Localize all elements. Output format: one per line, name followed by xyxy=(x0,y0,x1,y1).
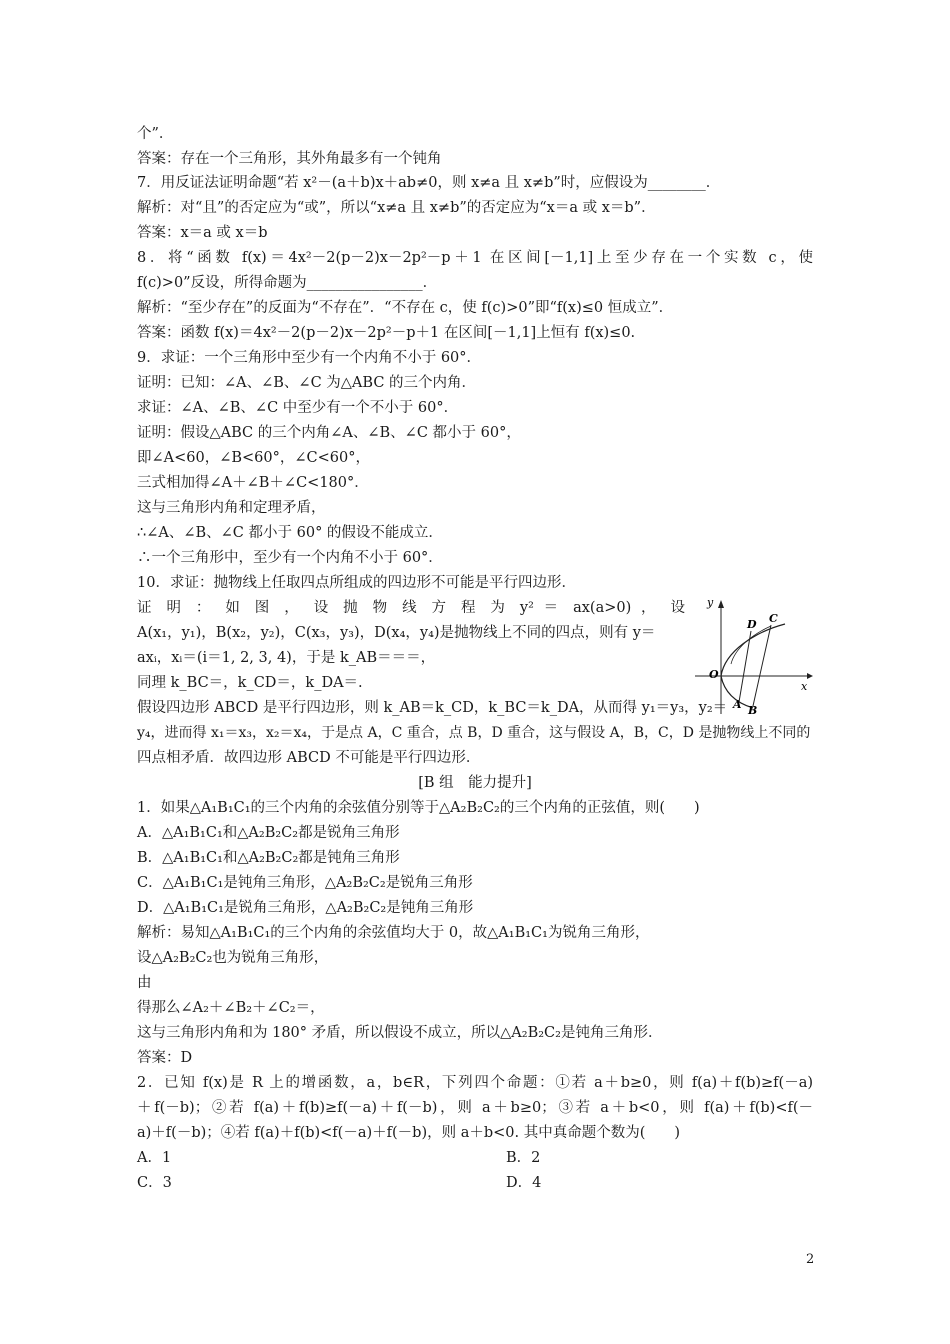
option-d: D．4 xyxy=(506,1175,542,1191)
text-line: C．△A₁B₁C₁是钝角三角形，△A₂B₂C₂是锐角三角形 xyxy=(137,875,473,891)
point-a-label: A xyxy=(733,698,742,711)
text-line: 证 明 ： 如 图 ， 设 抛 物 线 方 程 为 y² ＝ ax(a>0) ， 设 xyxy=(137,600,685,616)
text-line: 求证：∠A、∠B、∠C 中至少有一个不小于 60°． xyxy=(137,400,459,416)
text-line: 解析：对“且”的否定应为“或”，所以“x≠a 且 x≠b”的否定应为“x＝a 或 x＝b”． xyxy=(137,200,656,216)
origin-label: O xyxy=(709,668,719,681)
text-line: 这与三角形内角和定理矛盾， xyxy=(137,500,326,516)
text-line: ＋f(－b)；②若 f(a)＋f(b)≥f(－a)＋f(－b)，则 a＋b≥0；③若 a＋b<0，则 f(a)＋f(b)<f(－ xyxy=(137,1100,813,1116)
text-line: 这与三角形内角和为 180° 矛盾，所以假设不成立，所以△A₂B₂C₂是钝角三角形． xyxy=(137,1025,663,1041)
text-line: 解析：易知△A₁B₁C₁的三个内角的余弦值均大于 0，故△A₁B₁C₁为锐角三角形， xyxy=(137,925,650,941)
text-line: 10．求证：抛物线上任取四点所组成的四边形不可能是平行四边形． xyxy=(137,575,576,591)
option-a: A．1 xyxy=(137,1150,172,1166)
text-line: 9．求证：一个三角形中至少有一个内角不小于 60°． xyxy=(137,350,482,366)
text-line: 2．已知 f(x)是 R 上的增函数，a，b∈R，下列四个命题：①若 a＋b≥0，则 f(a)＋f(b)≥f(－a) xyxy=(137,1075,813,1091)
text-line: 假设四边形 ABCD 是平行四边形，则 k_AB＝k_CD，k_BC＝k_DA，从而得 y₁＝y₃，y₂＝ xyxy=(137,700,728,716)
text-line: 7．用反证法证明命题“若 x²－(a＋b)x＋ab≠0，则 x≠a 且 x≠b”时，应假设为________． xyxy=(137,175,721,191)
text-line: 证明：假设△ABC 的三个内角∠A、∠B、∠C 都小于 60°， xyxy=(137,425,521,441)
text-line: 1．如果△A₁B₁C₁的三个内角的余弦值分别等于△A₂B₂C₂的三个内角的正弦值，则( ) xyxy=(137,800,700,816)
point-c-label: C xyxy=(769,612,778,625)
point-b-label: B xyxy=(748,704,758,716)
text-line: f(c)>0”反设，所得命题为________________． xyxy=(137,275,438,291)
text-line: 设△A₂B₂C₂也为锐角三角形， xyxy=(137,950,329,966)
text-line: 解析：“至少存在”的反面为“不存在”．“不存在 c，使 f(c)>0”即“f(x)≤0 恒成立”． xyxy=(137,300,674,316)
section-heading: [B 组 能力提升] xyxy=(418,775,532,791)
page-number: 2 xyxy=(806,1252,815,1267)
text-line: 答案：存在一个三角形，其外角最多有一个钝角 xyxy=(137,151,442,167)
text-line: 8．将“函数 f(x)＝4x²－2(p－2)x－2p²－p＋1 在区间[－1,1]上至少存在一个实数 c，使 xyxy=(137,250,813,266)
point-d-label: D xyxy=(747,618,757,631)
text-line: 即∠A<60，∠B<60°，∠C<60°， xyxy=(137,450,370,466)
text-line: A(x₁，y₁)，B(x₂，y₂)，C(x₃，y₃)，D(x₄，y₄)是抛物线上不同的四点，则有 y＝ xyxy=(137,625,656,641)
x-axis-label: x xyxy=(801,680,808,693)
text-line: 得那么∠A₂＋∠B₂＋∠C₂＝， xyxy=(137,1000,325,1016)
text-line: 同理 k_BC＝，k_CD＝，k_DA＝. xyxy=(137,675,363,691)
text-line: D．△A₁B₁C₁是锐角三角形，△A₂B₂C₂是钝角三角形 xyxy=(137,900,474,916)
text-line: 由 xyxy=(137,975,152,991)
text-line: axᵢ，xᵢ＝(i＝1, 2, 3, 4)，于是 k_AB＝＝＝， xyxy=(137,650,436,666)
text-line: B．△A₁B₁C₁和△A₂B₂C₂都是钝角三角形 xyxy=(137,850,400,866)
text-line: 答案：函数 f(x)＝4x²－2(p－2)x－2p²－p＋1 在区间[－1,1]上恒有 f(x)≤0. xyxy=(137,325,636,341)
text-line: 三式相加得∠A＋∠B＋∠C<180°． xyxy=(137,475,369,491)
text-line: a)＋f(－b)；④若 f(a)＋f(b)<f(－a)＋f(－b)，则 a＋b<0. 其中真命题个数为( ) xyxy=(137,1125,681,1141)
text-line: y₄，进而得 x₁＝x₃，x₂＝x₄，于是点 A，C 重合，点 B，D 重合，这与假设 A，B，C，D 是抛物线上不同的 xyxy=(137,725,811,741)
y-axis-label: y xyxy=(707,596,714,609)
text-line: 证明：已知：∠A、∠B、∠C 为△ABC 的三个内角． xyxy=(137,375,477,391)
text-line: ∴一个三角形中，至少有一个内角不小于 60°． xyxy=(137,550,443,566)
text-line: A．△A₁B₁C₁和△A₂B₂C₂都是锐角三角形 xyxy=(137,825,400,841)
parabola-figure xyxy=(695,596,815,716)
text-line: 四点相矛盾．故四边形 ABCD 不可能是平行四边形． xyxy=(137,750,481,766)
text-line: ∴∠A、∠B、∠C 都小于 60° 的假设不能成立． xyxy=(137,525,443,541)
option-b: B．2 xyxy=(506,1150,541,1166)
text-line: 个”． xyxy=(137,126,174,142)
option-c: C．3 xyxy=(137,1175,172,1191)
text-line: 答案：x＝a 或 x＝b xyxy=(137,225,268,241)
text-line: 答案：D xyxy=(137,1050,193,1066)
